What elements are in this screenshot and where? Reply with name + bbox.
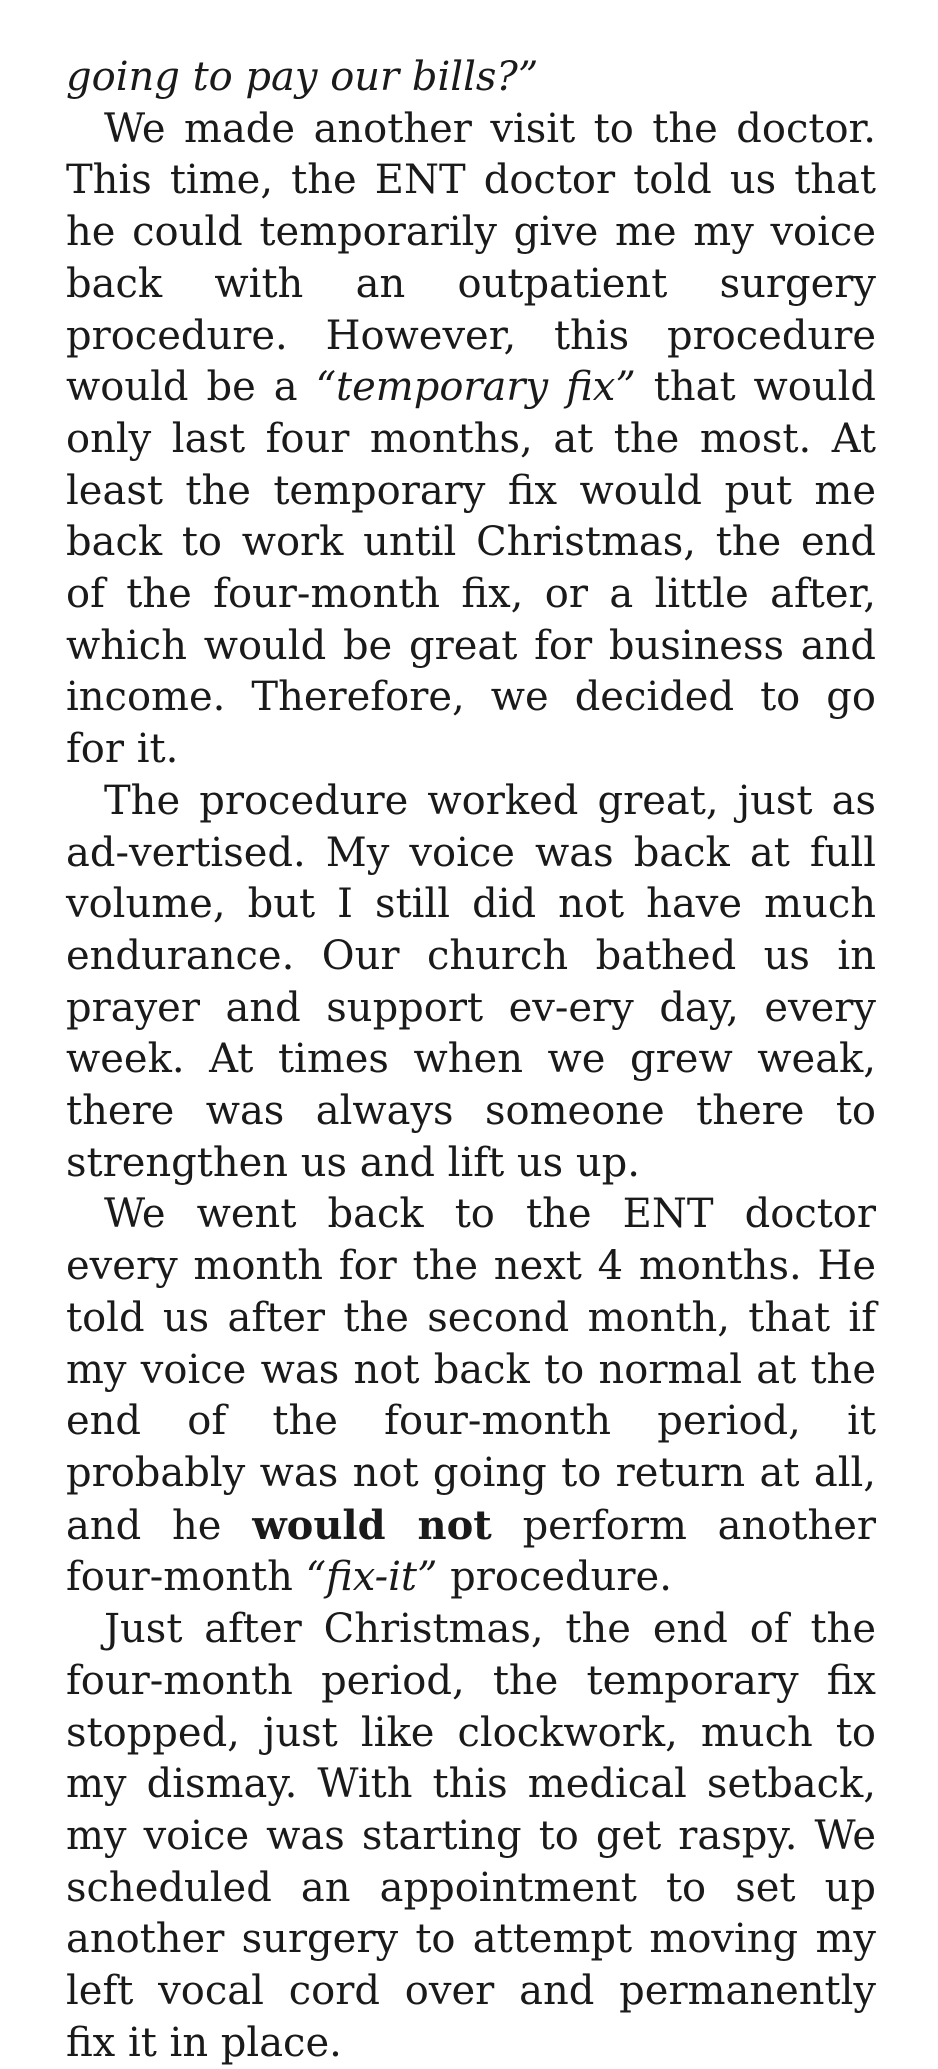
paragraph [66, 104, 876, 776]
paragraph [66, 1604, 876, 2069]
text-run: The procedure worked great, just as ad-vertised. My voice was back at full volume, but I still did not have much endurance. Our church bathed us in prayer and support ev-ery day, every week. At times when we grew weak, there was always someone there to strengthen us and lift us up. [66, 777, 876, 1186]
text-run: that would only last four months, at the most. At least the temporary fix would put me back to work until Christmas, the end of the four-month fix, or a little after, which would be great for business and income. Therefore, we decided to go for it. [66, 364, 877, 773]
italic-run: “fix-it” [305, 1554, 438, 1601]
italic-run: “temporary fix” [315, 364, 636, 411]
text-run: perform another four-month [66, 1502, 877, 1601]
paragraph-continuation [66, 52, 876, 104]
body-text [66, 52, 876, 2069]
text-run: We made another visit to the doctor. This time, the ENT doctor told us that he could temporarily give me my voice back with an outpatient surgery procedure. However, this procedure would be a [66, 105, 876, 411]
paragraph [66, 776, 876, 1190]
italic-run: going to pay our bills?” [66, 54, 539, 100]
text-run: procedure. [437, 1554, 672, 1601]
paragraph [66, 1189, 876, 1604]
bold-run: would not [252, 1501, 492, 1549]
text-run: We went back to the ENT doctor every month for the next 4 months. He told us after the second month, that if my voice was not back to normal at the end of the four-month period, it probably was not going to return at all, and he [66, 1191, 876, 1549]
text-run: Just after Christmas, the end of the four-month period, the temporary fix stopped, just like clockwork, much to my dismay. With this medical setback, my voice was starting to get raspy. We scheduled an appointment to set up another surgery to attempt moving my left vocal cord over and permanently fix it in place. [66, 1606, 876, 2066]
